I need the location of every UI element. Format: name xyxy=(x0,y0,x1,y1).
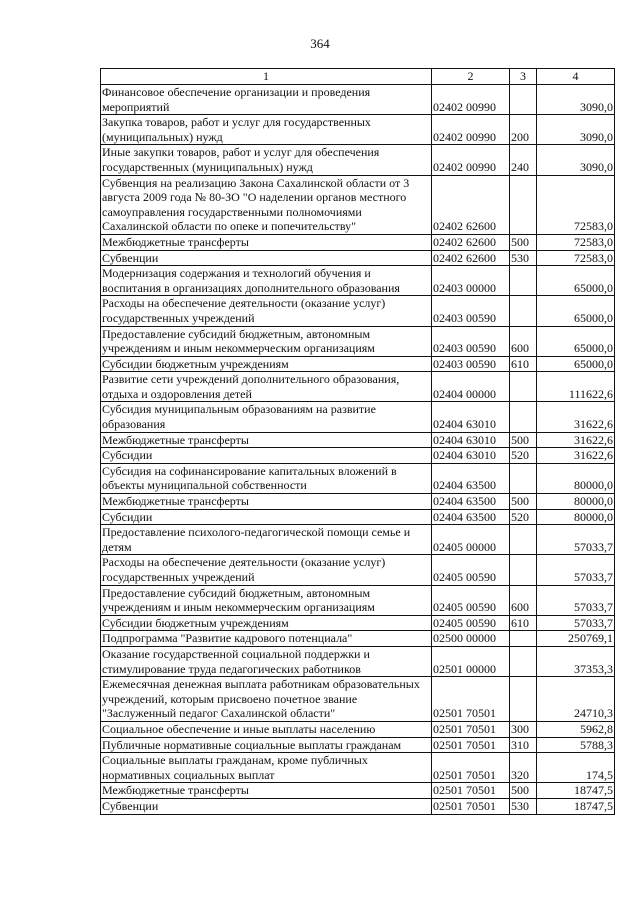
table-row xyxy=(101,494,615,510)
row-code-cell: 02402 00990 xyxy=(432,85,510,115)
row-amount-cell: 24710,3 xyxy=(537,677,615,722)
table-row xyxy=(101,448,615,464)
table-row xyxy=(101,402,615,432)
row-name-cell: Субвенции xyxy=(101,250,432,266)
row-code-cell: 02501 70501 xyxy=(432,783,510,799)
row-type-cell: 530 xyxy=(510,798,537,814)
row-amount-cell: 3090,0 xyxy=(537,85,615,115)
row-code-cell: 02500 00000 xyxy=(432,631,510,647)
header-col-1: 1 xyxy=(101,69,432,85)
row-code-cell: 02405 00590 xyxy=(432,555,510,585)
table-row xyxy=(101,250,615,266)
row-type-cell: 320 xyxy=(510,753,537,783)
row-type-cell xyxy=(510,372,537,402)
table-row xyxy=(101,234,615,250)
row-code-cell: 02501 00000 xyxy=(432,646,510,676)
row-amount-cell: 174,5 xyxy=(537,753,615,783)
row-code-cell: 02405 00590 xyxy=(432,585,510,615)
row-amount-cell: 5788,3 xyxy=(537,737,615,753)
table-body xyxy=(101,85,615,815)
row-code-cell: 02403 00590 xyxy=(432,326,510,356)
table-row xyxy=(101,631,615,647)
row-code-cell: 02402 62600 xyxy=(432,250,510,266)
row-type-cell: 610 xyxy=(510,615,537,631)
row-name-cell: Предоставление психолого-педагогической помощи семье и детям xyxy=(101,525,432,555)
row-amount-cell: 80000,0 xyxy=(537,494,615,510)
row-type-cell xyxy=(510,463,537,493)
row-code-cell: 02403 00000 xyxy=(432,266,510,296)
row-name-cell: Развитие сети учреждений дополнительного образования, отдыха и оздоровления детей xyxy=(101,372,432,402)
row-code-cell: 02402 00990 xyxy=(432,145,510,175)
table-row xyxy=(101,783,615,799)
row-name-cell: Субвенции xyxy=(101,798,432,814)
row-type-cell: 500 xyxy=(510,234,537,250)
row-name-cell: Закупка товаров, работ и услуг для государственных (муниципальных) нужд xyxy=(101,115,432,145)
row-type-cell xyxy=(510,296,537,326)
table-row xyxy=(101,525,615,555)
table-row xyxy=(101,555,615,585)
row-amount-cell: 18747,5 xyxy=(537,783,615,799)
table-row xyxy=(101,585,615,615)
row-name-cell: Субсидии бюджетным учреждениям xyxy=(101,356,432,372)
row-amount-cell: 3090,0 xyxy=(537,145,615,175)
row-name-cell: Предоставление субсидий бюджетным, автономным учреждениям и иным некоммерческим организациям xyxy=(101,326,432,356)
row-name-cell: Социальное обеспечение и иные выплаты населению xyxy=(101,721,432,737)
row-name-cell: Субсидия на софинансирование капитальных вложений в объекты муниципальной собственности xyxy=(101,463,432,493)
row-name-cell: Социальные выплаты гражданам, кроме публичных нормативных социальных выплат xyxy=(101,753,432,783)
row-name-cell: Публичные нормативные социальные выплаты гражданам xyxy=(101,737,432,753)
row-name-cell: Оказание государственной социальной поддержки и стимулирование труда педагогических работников xyxy=(101,646,432,676)
row-amount-cell: 31622,6 xyxy=(537,448,615,464)
row-type-cell: 600 xyxy=(510,585,537,615)
row-type-cell xyxy=(510,555,537,585)
table-row xyxy=(101,326,615,356)
row-name-cell: Расходы на обеспечение деятельности (оказание услуг) государственных учреждений xyxy=(101,296,432,326)
table-row xyxy=(101,798,615,814)
table-row xyxy=(101,432,615,448)
header-row xyxy=(101,69,615,85)
row-name-cell: Субсидия муниципальным образованиям на развитие образования xyxy=(101,402,432,432)
row-name-cell: Финансовое обеспечение организации и проведения мероприятий xyxy=(101,85,432,115)
row-type-cell: 520 xyxy=(510,448,537,464)
row-type-cell: 240 xyxy=(510,145,537,175)
row-name-cell: Субвенция на реализацию Закона Сахалинской области от 3 августа 2009 года № 80-ЗО "О наделении органов местного самоуправления государственными полномочиями Сахалинской области по опеке и попечительству" xyxy=(101,175,432,234)
row-amount-cell: 65000,0 xyxy=(537,356,615,372)
table-row xyxy=(101,115,615,145)
row-type-cell xyxy=(510,677,537,722)
table-row xyxy=(101,145,615,175)
row-name-cell: Расходы на обеспечение деятельности (оказание услуг) государственных учреждений xyxy=(101,555,432,585)
row-type-cell: 530 xyxy=(510,250,537,266)
row-amount-cell: 65000,0 xyxy=(537,296,615,326)
row-type-cell xyxy=(510,631,537,647)
row-name-cell: Иные закупки товаров, работ и услуг для обеспечения государственных (муниципальных) нужд xyxy=(101,145,432,175)
row-amount-cell: 72583,0 xyxy=(537,175,615,234)
row-type-cell xyxy=(510,266,537,296)
row-code-cell: 02404 63500 xyxy=(432,509,510,525)
row-code-cell: 02405 00000 xyxy=(432,525,510,555)
table-row xyxy=(101,677,615,722)
budget-table xyxy=(100,68,615,815)
table-row xyxy=(101,509,615,525)
row-amount-cell: 111622,6 xyxy=(537,372,615,402)
table-row xyxy=(101,615,615,631)
row-code-cell: 02501 70501 xyxy=(432,677,510,722)
row-amount-cell: 57033,7 xyxy=(537,585,615,615)
row-name-cell: Межбюджетные трансферты xyxy=(101,783,432,799)
row-type-cell xyxy=(510,402,537,432)
row-code-cell: 02404 00000 xyxy=(432,372,510,402)
row-amount-cell: 31622,6 xyxy=(537,432,615,448)
row-name-cell: Межбюджетные трансферты xyxy=(101,494,432,510)
row-code-cell: 02402 00990 xyxy=(432,115,510,145)
row-code-cell: 02402 62600 xyxy=(432,234,510,250)
row-name-cell: Предоставление субсидий бюджетным, автономным учреждениям и иным некоммерческим организациям xyxy=(101,585,432,615)
row-amount-cell: 18747,5 xyxy=(537,798,615,814)
row-code-cell: 02404 63010 xyxy=(432,432,510,448)
row-type-cell: 500 xyxy=(510,432,537,448)
table-row xyxy=(101,356,615,372)
row-code-cell: 02403 00590 xyxy=(432,296,510,326)
row-code-cell: 02501 70501 xyxy=(432,737,510,753)
row-amount-cell: 80000,0 xyxy=(537,463,615,493)
header-col-3: 3 xyxy=(510,69,537,85)
table-row xyxy=(101,266,615,296)
row-code-cell: 02403 00590 xyxy=(432,356,510,372)
row-type-cell xyxy=(510,646,537,676)
row-type-cell: 600 xyxy=(510,326,537,356)
table-row xyxy=(101,296,615,326)
row-name-cell: Подпрограмма "Развитие кадрового потенциала" xyxy=(101,631,432,647)
row-name-cell: Ежемесячная денежная выплата работникам образовательных учреждений, которым присвоено почетное звание "Заслуженный педагог Сахалинской области" xyxy=(101,677,432,722)
row-code-cell: 02404 63010 xyxy=(432,402,510,432)
row-type-cell xyxy=(510,525,537,555)
table-row xyxy=(101,463,615,493)
row-code-cell: 02404 63500 xyxy=(432,494,510,510)
table-row xyxy=(101,372,615,402)
row-code-cell: 02501 70501 xyxy=(432,798,510,814)
row-amount-cell: 250769,1 xyxy=(537,631,615,647)
row-name-cell: Модернизация содержания и технологий обучения и воспитания в организациях дополнительного образования xyxy=(101,266,432,296)
row-type-cell xyxy=(510,85,537,115)
row-type-cell: 310 xyxy=(510,737,537,753)
row-amount-cell: 3090,0 xyxy=(537,115,615,145)
row-code-cell: 02404 63500 xyxy=(432,463,510,493)
row-type-cell: 500 xyxy=(510,494,537,510)
row-code-cell: 02501 70501 xyxy=(432,753,510,783)
row-amount-cell: 57033,7 xyxy=(537,615,615,631)
header-col-2: 2 xyxy=(432,69,510,85)
row-code-cell: 02501 70501 xyxy=(432,721,510,737)
row-amount-cell: 80000,0 xyxy=(537,509,615,525)
row-type-cell: 200 xyxy=(510,115,537,145)
row-amount-cell: 65000,0 xyxy=(537,326,615,356)
row-amount-cell: 57033,7 xyxy=(537,555,615,585)
table-row xyxy=(101,646,615,676)
row-type-cell: 300 xyxy=(510,721,537,737)
row-name-cell: Межбюджетные трансферты xyxy=(101,432,432,448)
row-type-cell: 520 xyxy=(510,509,537,525)
row-name-cell: Межбюджетные трансферты xyxy=(101,234,432,250)
row-code-cell: 02402 62600 xyxy=(432,175,510,234)
row-amount-cell: 57033,7 xyxy=(537,525,615,555)
row-name-cell: Субсидии бюджетным учреждениям xyxy=(101,615,432,631)
row-type-cell: 500 xyxy=(510,783,537,799)
row-amount-cell: 31622,6 xyxy=(537,402,615,432)
row-type-cell: 610 xyxy=(510,356,537,372)
table-row xyxy=(101,85,615,115)
row-amount-cell: 5962,8 xyxy=(537,721,615,737)
row-type-cell xyxy=(510,175,537,234)
row-amount-cell: 72583,0 xyxy=(537,234,615,250)
row-amount-cell: 37353,3 xyxy=(537,646,615,676)
row-code-cell: 02404 63010 xyxy=(432,448,510,464)
row-name-cell: Субсидии xyxy=(101,448,432,464)
row-amount-cell: 72583,0 xyxy=(537,250,615,266)
row-code-cell: 02405 00590 xyxy=(432,615,510,631)
row-amount-cell: 65000,0 xyxy=(537,266,615,296)
table-row xyxy=(101,721,615,737)
table-row xyxy=(101,737,615,753)
table-row xyxy=(101,753,615,783)
header-col-4: 4 xyxy=(537,69,615,85)
table-row xyxy=(101,175,615,234)
row-name-cell: Субсидии xyxy=(101,509,432,525)
page-number: 364 xyxy=(310,36,330,51)
